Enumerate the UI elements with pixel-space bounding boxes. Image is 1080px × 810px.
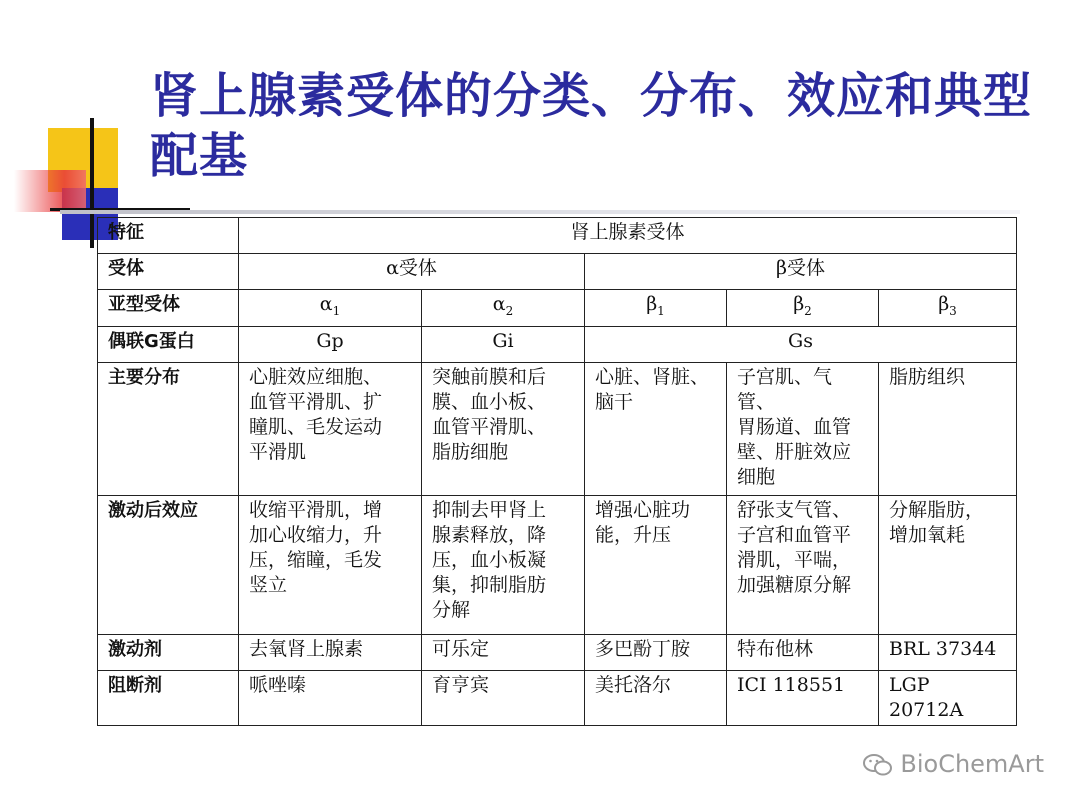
- table-cell: 去氧肾上腺素: [239, 634, 422, 670]
- decor-title-underline: [60, 210, 1020, 214]
- table-cell: 肾上腺素受体: [239, 218, 1017, 254]
- table-cell: 增强心脏功 能，升压: [585, 495, 727, 634]
- table-cell: 美托洛尔: [585, 670, 727, 725]
- subtype-index: 1: [657, 303, 665, 318]
- table-cell: 多巴酚丁胺: [585, 634, 727, 670]
- subtype-symbol: β: [793, 293, 805, 315]
- table-cell: 收缩平滑肌，增 加心收缩力，升 压，缩瞳，毛发 竖立: [239, 495, 422, 634]
- row-label: 特征: [98, 218, 239, 254]
- table-cell: α受体: [239, 254, 585, 290]
- table-cell: 突触前膜和后 膜、血小板、 血管平滑肌、 脂肪细胞: [422, 362, 585, 495]
- row-label: 阻断剂: [98, 670, 239, 725]
- table-cell: 分解脂肪， 增加氧耗: [879, 495, 1017, 634]
- table-row: [98, 290, 1017, 327]
- subtype-symbol: β: [646, 293, 658, 315]
- table-row: [98, 218, 1017, 254]
- table-cell: 特布他林: [727, 634, 879, 670]
- table-cell: [422, 290, 585, 327]
- table-row: [98, 326, 1017, 362]
- watermark: [862, 750, 1044, 778]
- table-cell: 心脏、肾脏、 脑干: [585, 362, 727, 495]
- table-cell: LGP 20712A: [879, 670, 1017, 725]
- row-label: 激动剂: [98, 634, 239, 670]
- subtype-index: 3: [949, 303, 957, 318]
- subtype-index: 2: [505, 303, 514, 318]
- watermark-text: BioChemArt: [900, 750, 1044, 778]
- table-row: [98, 634, 1017, 670]
- table-row: [98, 362, 1017, 495]
- table-cell: β受体: [585, 254, 1017, 290]
- table-cell: 抑制去甲肾上 腺素释放，降 压，血小板凝 集，抑制脂肪 分解: [422, 495, 585, 634]
- decor-vertical-line: [90, 118, 94, 248]
- table-cell: 哌唑嗪: [239, 670, 422, 725]
- table-cell: 脂肪组织: [879, 362, 1017, 495]
- table-row: [98, 254, 1017, 290]
- decor-red-bar: [14, 170, 86, 212]
- table-cell: 可乐定: [422, 634, 585, 670]
- row-label: 亚型受体: [98, 290, 239, 327]
- table-cell: 舒张支气管、 子宫和血管平 滑肌，平喘， 加强糖原分解: [727, 495, 879, 634]
- wechat-icon: [862, 753, 894, 777]
- subtype-symbol: α: [492, 293, 506, 315]
- table-cell: Gi: [422, 326, 585, 362]
- table-cell: 育亨宾: [422, 670, 585, 725]
- table-cell: [239, 290, 422, 327]
- table-cell: Gs: [585, 326, 1017, 362]
- table-row: [98, 495, 1017, 634]
- table-cell: 子宫肌、气管、 胃肠道、血管 壁、肝脏效应 细胞: [727, 362, 879, 495]
- subtype-symbol: β: [938, 293, 950, 315]
- row-label: 激动后效应: [98, 495, 239, 634]
- table-cell: BRL 37344: [879, 634, 1017, 670]
- slide-title: 肾上腺素受体的分类、分布、效应和典型配基: [150, 68, 1033, 184]
- subtype-index: 1: [332, 303, 341, 318]
- table-cell: [727, 290, 879, 327]
- table-cell: ICI 118551: [727, 670, 879, 725]
- row-label: 偶联G蛋白: [98, 326, 239, 362]
- table-cell: 心脏效应细胞、 血管平滑肌、扩 瞳肌、毛发运动 平滑肌: [239, 362, 422, 495]
- row-label: 受体: [98, 254, 239, 290]
- receptor-table: [97, 217, 1017, 726]
- subtype-index: 2: [804, 303, 812, 318]
- table-row: [98, 670, 1017, 725]
- table-cell: Gp: [239, 326, 422, 362]
- table-cell: [879, 290, 1017, 327]
- subtype-symbol: α: [319, 293, 333, 315]
- row-label: 主要分布: [98, 362, 239, 495]
- table-cell: [585, 290, 727, 327]
